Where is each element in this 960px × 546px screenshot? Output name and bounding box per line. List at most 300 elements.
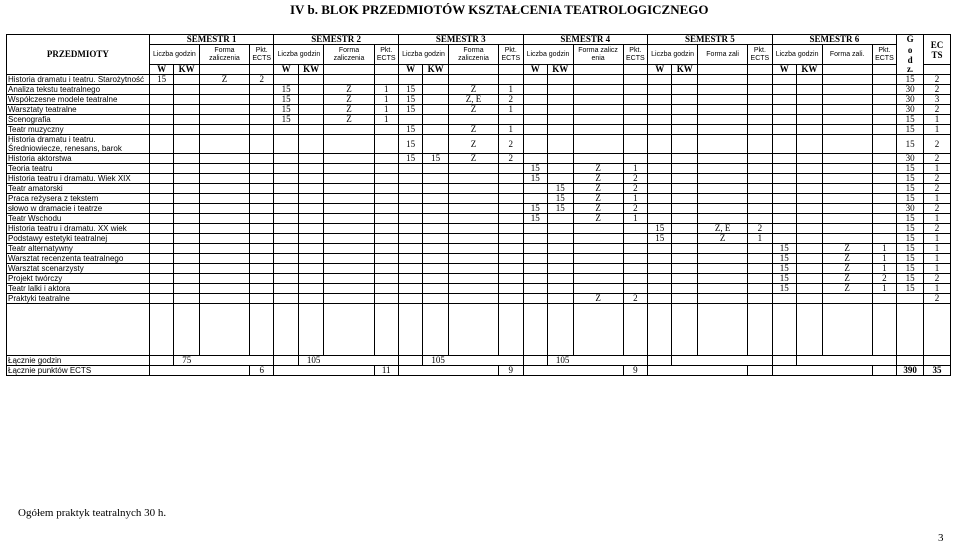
cell-sem2-w: [274, 224, 298, 234]
cell-sem1-p: [249, 154, 273, 164]
total-hours-e: [924, 356, 951, 366]
cell-sem6-p: [872, 95, 896, 105]
cell-sem1-k: [174, 105, 200, 115]
cell-sem3-f: [449, 75, 499, 85]
cell-sem2-k: [298, 214, 324, 224]
cell-sem3-k: [423, 184, 449, 194]
subject-name: Teatr alternatywny: [7, 244, 150, 254]
spacer-cell: [199, 304, 249, 356]
cell-sem1-k: [174, 264, 200, 274]
cell-sem3-p: [499, 294, 523, 304]
total-ects-sem: 9: [499, 366, 523, 376]
cell-sem4-f: [573, 224, 623, 234]
cell-sem5-p: [748, 125, 772, 135]
cell-sem3-f: [449, 194, 499, 204]
cell-sem1-w: 15: [149, 75, 173, 85]
cell-sem5-f: [698, 204, 748, 214]
row-total-ects: 1: [924, 284, 951, 294]
cell-sem5-f: [698, 184, 748, 194]
row-total-hours: 15: [897, 125, 924, 135]
cell-sem3-w: [398, 264, 422, 274]
cell-sem1-w: [149, 294, 173, 304]
header-kw: KW: [298, 65, 324, 75]
cell-sem5-p: [748, 85, 772, 95]
cell-sem6-k: [797, 154, 823, 164]
cell-sem4-k: [547, 115, 573, 125]
cell-sem6-w: [772, 194, 796, 204]
cell-sem6-w: 15: [772, 264, 796, 274]
cell-sem5-w: [648, 294, 672, 304]
cell-sem3-f: Z: [449, 154, 499, 164]
cell-sem1-w: [149, 164, 173, 174]
cell-sem1-f: [199, 264, 249, 274]
practice-note: Ogółem praktyk teatralnych 30 h.: [18, 507, 167, 519]
cell-sem4-f: [573, 75, 623, 85]
cell-sem2-p: [374, 125, 398, 135]
cell-sem4-f: [573, 115, 623, 125]
cell-sem1-k: [174, 174, 200, 184]
cell-sem1-f: [199, 294, 249, 304]
cell-sem4-p: [623, 244, 647, 254]
row-total-hours: 15: [897, 174, 924, 184]
cell-sem6-f: [822, 154, 872, 164]
cell-sem2-f: [324, 214, 374, 224]
total-ects-label: Łącznie punktów ECTS: [7, 366, 150, 376]
total-ects-sem: [748, 366, 772, 376]
cell-sem2-p: [374, 75, 398, 85]
cell-sem5-p: [748, 95, 772, 105]
cell-sem5-p: [748, 264, 772, 274]
cell-sem6-f: [822, 125, 872, 135]
cell-sem1-k: [174, 234, 200, 244]
cell-sem1-f: Z: [199, 75, 249, 85]
cell-sem6-p: [872, 194, 896, 204]
cell-sem1-p: [249, 244, 273, 254]
cell-sem1-p: [249, 85, 273, 95]
cell-sem6-w: [772, 224, 796, 234]
cell-sem3-w: [398, 274, 422, 284]
total-ects-sem: 6: [249, 366, 273, 376]
cell-sem6-f: [822, 115, 872, 125]
cell-sem6-f: [822, 294, 872, 304]
cell-sem2-p: [374, 184, 398, 194]
cell-sem5-w: [648, 264, 672, 274]
cell-sem4-w: [523, 125, 547, 135]
total-hours-cell: [648, 356, 672, 366]
spacer-cell: [797, 304, 823, 356]
row-total-hours: 15: [897, 244, 924, 254]
cell-sem5-w: [648, 95, 672, 105]
cell-sem4-p: [623, 284, 647, 294]
cell-sem5-w: [648, 194, 672, 204]
header-form: Forma zalicz enia: [573, 45, 623, 65]
header-godz-d: d: [907, 54, 913, 65]
subject-name: Podstawy estetyki teatralnej: [7, 234, 150, 244]
cell-sem2-p: [374, 194, 398, 204]
cell-sem2-p: [374, 254, 398, 264]
cell-sem1-w: [149, 174, 173, 184]
spacer-cell: [924, 304, 951, 356]
cell-sem4-w: 15: [523, 204, 547, 214]
total-ects-blank: [398, 366, 498, 376]
cell-sem6-f: [822, 95, 872, 105]
cell-sem5-p: [748, 184, 772, 194]
cell-sem4-w: [523, 264, 547, 274]
header-godz-z: z.: [897, 65, 924, 75]
header-ects-points: Pkt. ECTS: [249, 45, 273, 65]
cell-sem4-p: [623, 224, 647, 234]
cell-sem5-f: [698, 214, 748, 224]
header-form: Forma zali: [698, 45, 748, 65]
cell-sem6-f: Z: [822, 284, 872, 294]
cell-sem2-w: [274, 284, 298, 294]
row-total-hours: 15: [897, 264, 924, 274]
cell-sem1-w: [149, 204, 173, 214]
cell-sem4-f: [573, 85, 623, 95]
cell-sem1-k: [174, 274, 200, 284]
cell-sem5-k: [672, 174, 698, 184]
cell-sem5-f: [698, 135, 748, 154]
cell-sem5-p: [748, 284, 772, 294]
cell-sem4-f: Z: [573, 214, 623, 224]
cell-sem3-k: 15: [423, 154, 449, 164]
header-ects-blank: [374, 65, 398, 75]
cell-sem5-f: [698, 264, 748, 274]
cell-sem3-w: [398, 244, 422, 254]
cell-sem4-p: 2: [623, 204, 647, 214]
cell-sem2-k: [298, 154, 324, 164]
cell-sem2-w: [274, 274, 298, 284]
cell-sem5-p: [748, 115, 772, 125]
cell-sem6-p: [872, 224, 896, 234]
cell-sem2-k: [298, 244, 324, 254]
cell-sem6-f: [822, 85, 872, 95]
cell-sem6-k: [797, 125, 823, 135]
cell-sem1-f: [199, 105, 249, 115]
cell-sem1-k: [174, 115, 200, 125]
cell-sem6-k: [797, 194, 823, 204]
cell-sem4-k: [547, 154, 573, 164]
cell-sem4-p: [623, 115, 647, 125]
cell-sem1-p: [249, 214, 273, 224]
cell-sem6-p: [872, 174, 896, 184]
cell-sem2-k: [298, 105, 324, 115]
cell-sem3-f: Z: [449, 85, 499, 95]
cell-sem3-f: [449, 204, 499, 214]
cell-sem4-f: [573, 264, 623, 274]
cell-sem4-p: [623, 85, 647, 95]
cell-sem2-p: 1: [374, 85, 398, 95]
subject-name: Projekt twórczy: [7, 274, 150, 284]
table-row: [7, 284, 951, 294]
cell-sem1-p: [249, 174, 273, 184]
cell-sem6-k: [797, 254, 823, 264]
cell-sem4-w: [523, 234, 547, 244]
curriculum-table: [6, 34, 951, 376]
cell-sem4-f: [573, 244, 623, 254]
cell-sem2-k: [298, 254, 324, 264]
table-row: [7, 214, 951, 224]
cell-sem3-k: [423, 274, 449, 284]
cell-sem6-w: [772, 174, 796, 184]
cell-sem4-k: 15: [547, 204, 573, 214]
cell-sem5-p: [748, 164, 772, 174]
cell-sem1-f: [199, 194, 249, 204]
cell-sem2-k: [298, 274, 324, 284]
subject-name: Historia teatru i dramatu. Wiek XIX: [7, 174, 150, 184]
cell-sem5-p: [748, 214, 772, 224]
cell-sem1-w: [149, 85, 173, 95]
cell-sem6-w: [772, 95, 796, 105]
cell-sem5-k: [672, 264, 698, 274]
subject-name: Praca reżysera z tekstem: [7, 194, 150, 204]
spacer-cell: [523, 304, 547, 356]
header-hours-count: Liczba godzin: [149, 45, 199, 65]
cell-sem6-f: [822, 75, 872, 85]
header-subjects: PRZEDMIOTY: [7, 35, 150, 75]
cell-sem6-k: [797, 224, 823, 234]
header-w: W: [149, 65, 173, 75]
row-total-ects: 1: [924, 164, 951, 174]
cell-sem5-k: [672, 125, 698, 135]
row-total-ects: 2: [924, 85, 951, 95]
spacer-cell: [149, 304, 173, 356]
total-hours-cell: [149, 356, 173, 366]
subject-name: Teatr lalki i aktora: [7, 284, 150, 294]
header-godz-g: G: [897, 35, 924, 45]
cell-sem2-p: [374, 174, 398, 184]
table-row: [7, 244, 951, 254]
cell-sem1-p: [249, 224, 273, 234]
cell-sem6-k: [797, 115, 823, 125]
header-hours-count: Liczba godzin: [274, 45, 324, 65]
cell-sem5-k: [672, 95, 698, 105]
row-total-hours: 15: [897, 214, 924, 224]
cell-sem3-p: [499, 164, 523, 174]
cell-sem5-p: [748, 194, 772, 204]
cell-sem2-f: [324, 184, 374, 194]
row-total-hours: 15: [897, 194, 924, 204]
cell-sem4-k: [547, 105, 573, 115]
cell-sem3-w: 15: [398, 105, 422, 115]
total-ects-blank: [523, 366, 623, 376]
cell-sem4-k: [547, 254, 573, 264]
cell-sem5-f: [698, 174, 748, 184]
cell-sem4-f: [573, 135, 623, 154]
cell-sem4-k: [547, 284, 573, 294]
cell-sem6-k: [797, 184, 823, 194]
cell-sem3-p: [499, 115, 523, 125]
cell-sem5-p: 2: [748, 224, 772, 234]
spacer-cell: [822, 304, 872, 356]
cell-sem4-k: [547, 274, 573, 284]
total-hours-sem: [672, 356, 772, 366]
cell-sem2-w: [274, 135, 298, 154]
cell-sem3-f: [449, 174, 499, 184]
cell-sem1-p: [249, 294, 273, 304]
cell-sem2-k: [298, 125, 324, 135]
total-hours-sem: 105: [298, 356, 398, 366]
cell-sem5-w: 15: [648, 234, 672, 244]
cell-sem2-p: [374, 294, 398, 304]
cell-sem2-w: [274, 234, 298, 244]
cell-sem5-k: [672, 105, 698, 115]
cell-sem5-p: [748, 105, 772, 115]
header-hours-count: Liczba godzin: [398, 45, 448, 65]
table-row: [7, 164, 951, 174]
cell-sem6-k: [797, 274, 823, 284]
table-row: [7, 95, 951, 105]
cell-sem3-w: 15: [398, 125, 422, 135]
cell-sem1-w: [149, 95, 173, 105]
cell-sem2-p: [374, 274, 398, 284]
cell-sem3-p: [499, 75, 523, 85]
table-row: [7, 254, 951, 264]
total-hours-cell: [398, 356, 422, 366]
cell-sem2-k: [298, 75, 324, 85]
cell-sem5-p: 1: [748, 234, 772, 244]
cell-sem4-f: Z: [573, 174, 623, 184]
cell-sem5-f: [698, 274, 748, 284]
table-row: [7, 294, 951, 304]
cell-sem6-k: [797, 204, 823, 214]
header-form-blank: [573, 65, 623, 75]
cell-sem2-w: [274, 75, 298, 85]
cell-sem3-k: [423, 75, 449, 85]
cell-sem1-f: [199, 95, 249, 105]
cell-sem2-f: [324, 194, 374, 204]
table-row: [7, 115, 951, 125]
cell-sem6-w: 15: [772, 254, 796, 264]
cell-sem3-k: [423, 115, 449, 125]
cell-sem6-f: [822, 164, 872, 174]
cell-sem4-f: [573, 234, 623, 244]
cell-sem6-k: [797, 164, 823, 174]
row-total-hours: 15: [897, 135, 924, 154]
cell-sem6-f: Z: [822, 244, 872, 254]
cell-sem3-w: [398, 214, 422, 224]
cell-sem3-p: [499, 204, 523, 214]
cell-sem6-p: [872, 75, 896, 85]
row-total-ects: 3: [924, 95, 951, 105]
row-total-ects: 2: [924, 135, 951, 154]
row-total-ects: 2: [924, 75, 951, 85]
header-form: Forma zaliczenia: [199, 45, 249, 65]
cell-sem4-p: 2: [623, 184, 647, 194]
cell-sem6-p: [872, 105, 896, 115]
header-kw: KW: [672, 65, 698, 75]
row-total-ects: 2: [924, 174, 951, 184]
cell-sem2-f: [324, 294, 374, 304]
cell-sem4-w: [523, 135, 547, 154]
cell-sem1-f: [199, 174, 249, 184]
cell-sem3-f: [449, 284, 499, 294]
table-row: [7, 224, 951, 234]
cell-sem6-w: [772, 115, 796, 125]
row-total-hours: 30: [897, 85, 924, 95]
cell-sem2-k: [298, 234, 324, 244]
table-row: [7, 154, 951, 164]
cell-sem1-f: [199, 115, 249, 125]
cell-sem5-w: [648, 274, 672, 284]
cell-sem5-w: [648, 154, 672, 164]
header-ects-points: Pkt. ECTS: [499, 45, 523, 65]
cell-sem5-p: [748, 135, 772, 154]
cell-sem1-p: [249, 125, 273, 135]
cell-sem5-k: [672, 224, 698, 234]
header-form-blank: [324, 65, 374, 75]
cell-sem3-p: [499, 274, 523, 284]
row-total-ects: 2: [924, 294, 951, 304]
cell-sem1-p: [249, 254, 273, 264]
header-godz-o: o: [907, 44, 913, 55]
cell-sem2-f: [324, 164, 374, 174]
cell-sem5-p: [748, 274, 772, 284]
cell-sem4-w: [523, 224, 547, 234]
row-total-hours: 15: [897, 75, 924, 85]
row-total-hours: 30: [897, 154, 924, 164]
row-total-hours: 30: [897, 95, 924, 105]
spacer-cell: [698, 304, 748, 356]
cell-sem3-k: [423, 264, 449, 274]
row-total-ects: 1: [924, 194, 951, 204]
cell-sem5-f: [698, 115, 748, 125]
header-w: W: [648, 65, 672, 75]
cell-sem5-k: [672, 164, 698, 174]
cell-sem2-w: [274, 125, 298, 135]
header-ects: EC TS: [924, 35, 951, 65]
cell-sem6-w: [772, 75, 796, 85]
subject-name: Warsztat recenzenta teatralnego: [7, 254, 150, 264]
cell-sem2-f: [324, 264, 374, 274]
cell-sem5-p: [748, 204, 772, 214]
cell-sem6-p: 2: [872, 274, 896, 284]
cell-sem3-f: Z: [449, 105, 499, 115]
subject-name: Historia dramatu i teatru. Średniowiecze, renesans, barok: [7, 135, 150, 154]
spacer-cell: [449, 304, 499, 356]
cell-sem2-w: [274, 244, 298, 254]
cell-sem2-f: [324, 204, 374, 214]
total-ects-blank: [149, 366, 249, 376]
cell-sem1-k: [174, 204, 200, 214]
cell-sem1-f: [199, 284, 249, 294]
cell-sem3-k: [423, 125, 449, 135]
total-hours-g: [897, 356, 924, 366]
table-row: [7, 274, 951, 284]
cell-sem1-f: [199, 234, 249, 244]
cell-sem2-f: [324, 125, 374, 135]
cell-sem4-w: [523, 85, 547, 95]
cell-sem6-k: [797, 95, 823, 105]
cell-sem1-f: [199, 164, 249, 174]
header-ects-blank: [748, 65, 772, 75]
cell-sem6-w: [772, 184, 796, 194]
cell-sem3-w: 15: [398, 154, 422, 164]
cell-sem5-k: [672, 204, 698, 214]
cell-sem3-k: [423, 174, 449, 184]
spacer-cell: [672, 304, 698, 356]
cell-sem3-p: 1: [499, 125, 523, 135]
cell-sem6-f: Z: [822, 264, 872, 274]
table-row: [7, 184, 951, 194]
cell-sem4-k: [547, 224, 573, 234]
cell-sem1-p: [249, 264, 273, 274]
cell-sem6-k: [797, 135, 823, 154]
subject-name: Teatr muzyczny: [7, 125, 150, 135]
cell-sem6-p: 1: [872, 254, 896, 264]
cell-sem1-f: [199, 154, 249, 164]
cell-sem3-k: [423, 224, 449, 234]
